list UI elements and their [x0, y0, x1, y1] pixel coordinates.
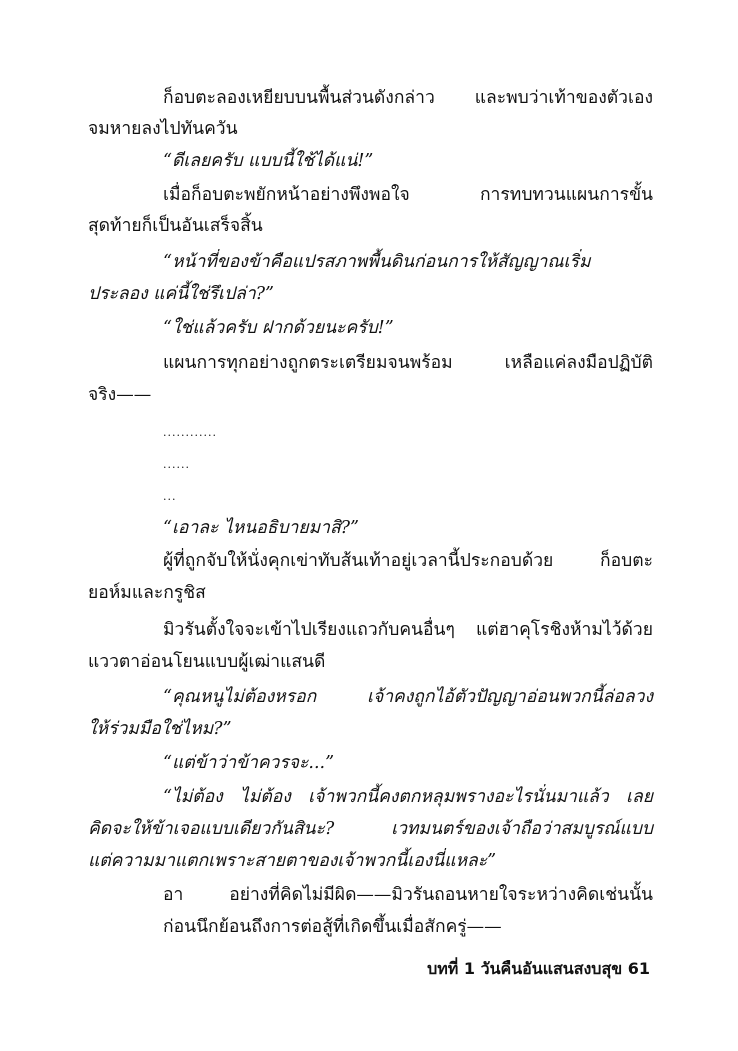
paragraph-line: แววตาอ่อนโยนแบบผู้เฒ่าแสนดี	[88, 652, 326, 672]
dialogue-line: “ใช่แล้วครับ ฝากด้วยนะครับ!”	[163, 318, 394, 338]
dialogue-line: “ดีเลยครับ แบบนี้ใช้ได้แน่!”	[163, 151, 374, 171]
dialogue-line: “แต่ข้าว่าข้าควรจะ...”	[163, 753, 335, 773]
ellipsis-separator: ............	[163, 426, 217, 439]
dialogue-line: ให้ร่วมมือใช่ไหม?”	[88, 719, 232, 739]
dialogue-line: คิดจะให้ข้าเจอแบบเดียวกันสินะ? เวทมนตร์ของเจ้าถือว่าสมบูรณ์แบบ	[88, 819, 653, 839]
dialogue-line: แต่ความมาแตกเพราะสายตาของเจ้าพวกนี้เองนี่แหละ”	[88, 851, 497, 871]
paragraph-line: มิวรันตั้งใจจะเข้าไปเรียงแถวกับคนอื่นๆ แต่ฮาคุโรชิงห้ามไว้ด้วย	[163, 620, 653, 640]
paragraph-line: แผนการทุกอย่างถูกตระเตรียมจนพร้อม เหลือแค่ลงมือปฏิบัติ	[163, 353, 653, 373]
ellipsis-separator: ......	[163, 458, 190, 471]
ellipsis-separator: ...	[163, 490, 177, 503]
dialogue-line: “เอาละ ไหนอธิบายมาสิ?”	[163, 518, 360, 538]
dialogue-line: ประลอง แค่นี้ใช่รึเปล่า?”	[88, 284, 274, 304]
page-footer: บทที่ 1 วันคืนอันแสนสงบสุข 61	[427, 959, 650, 978]
paragraph-line: ก็อบตะลองเหยียบบนพื้นส่วนดังกล่าว และพบว่าเท้าของตัวเอง	[163, 88, 653, 108]
dialogue-line: “คุณหนูไม่ต้องหรอก เจ้าคงถูกไอ้ตัวปัญญาอ่อนพวกนี้ล่อลวง	[163, 687, 653, 707]
paragraph-line: จมหายลงไปทันควัน	[88, 119, 238, 139]
paragraph-line: ผู้ที่ถูกจับให้นั่งคุกเข่าทับส้นเท้าอยู่เวลานี้ประกอบด้วย ก็อบตะ	[163, 551, 653, 571]
paragraph-line: ยอห์มและกรูชิส	[88, 583, 206, 603]
dialogue-line: “ไม่ต้อง ไม่ต้อง เจ้าพวกนี้คงตกหลุมพรางอะไรนั่นมาแล้ว เลย	[163, 787, 653, 807]
paragraph-line: อา อย่างที่คิดไม่มีผิด——มิวรันถอนหายใจระหว่างคิดเช่นนั้น	[163, 885, 653, 905]
paragraph-line: ก่อนนึกย้อนถึงการต่อสู้ที่เกิดขึ้นเมื่อสักครู่——	[163, 917, 502, 937]
paragraph-line: เมื่อก็อบตะพยักหน้าอย่างพึงพอใจ การทบทวนแผนการขั้น	[163, 185, 653, 205]
paragraph-line: สุดท้ายก็เป็นอันเสร็จสิ้น	[88, 216, 263, 236]
dialogue-line: “หน้าที่ของข้าคือแปรสภาพพื้นดินก่อนการให้สัญญาณเริ่ม	[163, 252, 591, 272]
paragraph-line: จริง——	[88, 385, 152, 405]
